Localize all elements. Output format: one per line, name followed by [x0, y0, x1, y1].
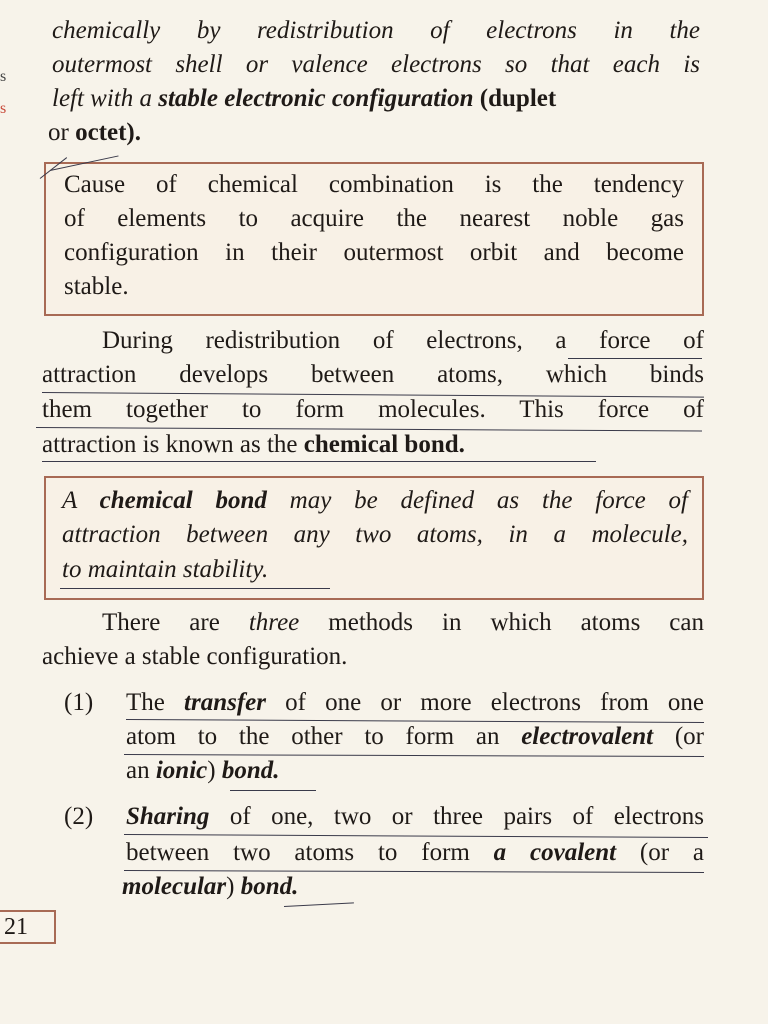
text-line: left with a stable electronic configuration (duplet — [52, 85, 557, 112]
text-line: of elements to acquire the nearest noble gas — [64, 205, 684, 232]
text-line: attraction develops between atoms, which binds — [42, 361, 704, 388]
text-line: chemically by redistribution of electrons in the — [52, 17, 700, 44]
text-line: attraction is known as the chemical bond. — [42, 431, 465, 458]
text-line: A chemical bond may be defined as the force of — [62, 487, 688, 514]
text-line: Sharing of one, two or three pairs of electrons — [126, 803, 704, 830]
page-number: 21 — [0, 910, 56, 944]
text-line: to maintain stability. — [62, 556, 269, 583]
text-line: The transfer of one or more electrons from one — [126, 689, 704, 716]
text-line: atom to the other to form an electrovalent (or — [126, 723, 705, 750]
pen-underline — [60, 588, 330, 589]
pen-underline — [42, 461, 596, 462]
text-line: them together to form molecules. This force of — [42, 396, 704, 423]
text-line: stable. — [64, 273, 129, 300]
pen-underline — [230, 790, 316, 791]
text-line: During redistribution of electrons, a force of — [102, 327, 704, 354]
text-line: or octet). — [48, 119, 141, 146]
text-line: between two atoms to form a covalent (or a — [126, 839, 704, 866]
pen-underline — [568, 358, 702, 359]
list-number: (1) — [64, 689, 94, 716]
text-line: attraction between any two atoms, in a molecule, — [62, 521, 688, 548]
text-line: There are three methods in which atoms can — [102, 609, 704, 636]
text-line: molecular) bond. — [122, 873, 299, 900]
text-line: an ionic) bond. — [126, 757, 280, 784]
text-line: achieve a stable configuration. — [42, 643, 348, 670]
text-line: configuration in their outermost orbit and become — [64, 239, 684, 266]
list-number: (2) — [64, 803, 94, 830]
margin-mark: s — [0, 68, 7, 85]
text-line: Cause of chemical combination is the tendency — [64, 171, 684, 198]
text-line: outermost shell or valence electrons so that each is — [52, 51, 700, 78]
margin-mark: s — [0, 100, 7, 117]
